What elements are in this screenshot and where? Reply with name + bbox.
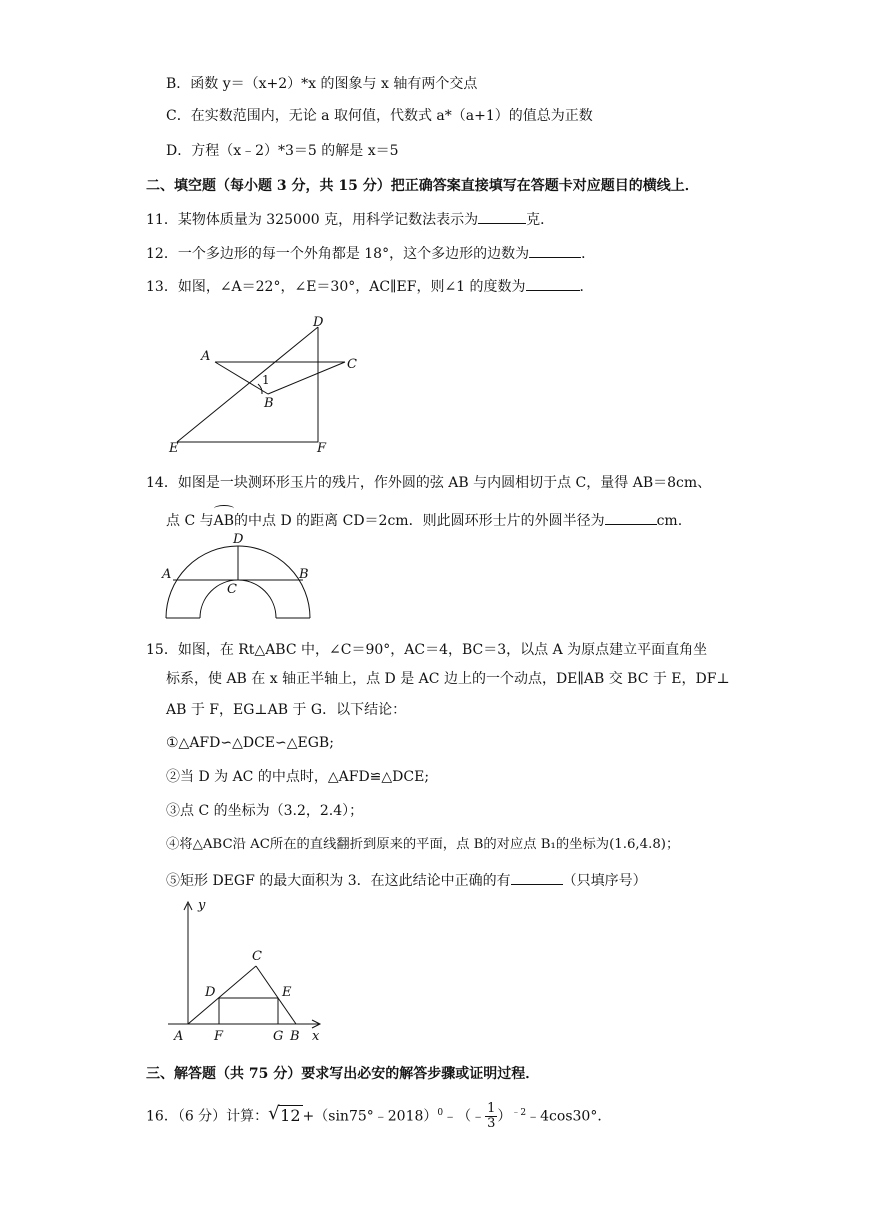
q16-frac-den: 3 [487,1116,496,1132]
fig13-label-e: E [169,441,179,454]
fig15-side-ac [188,966,256,1024]
fig15-label-y: y [198,898,206,913]
q15-conclusion-5 [166,870,647,891]
q16-term-neg: ﹣（﹣ [443,1108,486,1125]
question-15-line1: 15．如图，在 Rt△ABC 中，∠C＝90°，AC＝4，BC＝3，以点 A 为原点建立平面直角坐 [146,642,708,658]
q15-conclusion-2: ②当 D 为 AC 的中点时，△AFD≌△DCE; [166,769,430,785]
question-13 [146,276,594,297]
q15-answer-blank[interactable] [511,870,563,885]
q16-term-sin: +（sin75°﹣2018） [302,1108,438,1125]
fig14-label-b: B [299,567,309,582]
q14-unit: cm. [656,513,683,529]
q14-text-b: 的中点 D 的距离 CD＝2cm．则此圆环形士片的外圆半径为 [234,513,605,529]
fig15-label-x: x [312,1029,320,1044]
q10-option-c: C．在实数范围内，无论 a 取何值，代数式 a*（a+1）的值总为正数 [166,108,593,124]
fig14-label-c: C [227,582,237,597]
question-11 [146,209,554,230]
arc-mark-icon [214,505,234,512]
q15-conclusion-3: ③点 C 的坐标为（3.2，2.4）； [166,803,364,819]
q16-term-cos: ﹣4cos30°． [526,1108,612,1125]
q15-conclusion-1: ①△AFD∽△DCE∽△EGB; [166,735,334,751]
q13-answer-blank[interactable] [526,276,580,291]
q13-text: 13．如图，∠A＝22°，∠E＝30°，AC∥EF，则∠1 的度数为 [146,279,526,295]
figure-15 [160,896,332,1046]
q16-close-paren: ） [497,1108,512,1125]
figure-13 [165,312,365,454]
fig13-label-c: C [347,357,357,372]
fig13-label-angle1: 1 [262,373,270,387]
q16-text: 16．（6 分）计算： [146,1108,269,1125]
q10-option-b: B．函数 y＝（x+2）*x 的图象与 x 轴有两个交点 [166,76,478,92]
fig13-label-d: D [313,315,324,330]
q11-text: 11．某物体质量为 325000 克，用科学记数法表示为 [146,212,479,228]
fig13-label-f: F [317,441,327,454]
fig13-line-ed [177,327,318,442]
fig14-inner-arc [200,580,276,618]
fig15-rectangle-degf [219,998,278,1024]
fig13-label-b: B [264,396,274,411]
fig15-label-a: A [174,1029,184,1044]
q11-unit: 克． [526,212,555,228]
fig15-label-e: E [282,985,292,1000]
fig15-label-d: D [205,985,216,1000]
q12-text: 12．一个多边形的每一个外角都是 18°，这个多边形的边数为 [146,246,530,262]
q15-c5-text: ⑤矩形 DEGF 的最大面积为 3．在这此结论中正确的有 [166,873,511,889]
q16-frac-num: 1 [487,1101,496,1117]
figure-14 [160,528,320,620]
question-15-line3: AB 于 F，EG⊥AB 于 G．以下结论： [166,702,407,718]
section3-header: 三、解答题（共 75 分）要求写出必安的解答步骤或证明过程． [146,1066,540,1082]
fig15-label-b: B [290,1029,300,1044]
q16-radicand: 12 [280,1105,301,1125]
fig13-label-a: A [201,349,211,364]
fig15-label-f: F [214,1029,224,1044]
q12-answer-blank[interactable] [529,243,581,258]
q14-answer-blank[interactable] [605,510,657,525]
question-15-line2: 标系，使 AB 在 x 轴正半轴上，点 D 是 AC 边上的一个动点，DE∥AB 交 BC 于 E，DF⊥ [166,671,730,687]
section2-header: 二、填空题（每小题 3 分，共 15 分）把正确答案直接填写在答题卡对应题目的横线上． [146,178,699,194]
question-14-line1: 14．如图是一块测环形玉片的残片，作外圆的弦 AB 与内圆相切于点 C，量得 AB＝8cm、 [146,475,712,491]
q16-exp-zero: 0 [437,1108,444,1118]
fig15-label-g: G [273,1029,284,1044]
question-12 [146,243,595,264]
q16-sqrt [268,1101,302,1132]
fig15-label-c: C [252,949,262,964]
fig14-label-a: A [162,567,172,582]
q15-conclusion-4: ④将△ABC沿 AC所在的直线翻折到原来的平面，点 B的对应点 B₁的坐标为(1.6,4.8)； [166,837,680,852]
q12-end: ． [581,246,596,262]
fig14-label-d: D [233,532,244,547]
question-16 [146,1098,611,1132]
q16-exp-neg2: ﹣2 [511,1108,527,1118]
q10-option-d: D．方程（x﹣2）*3＝5 的解是 x＝5 [166,143,399,159]
fig13-line-bc [268,362,345,394]
q14-text-a: 点 C 与 [166,513,214,529]
q14-arc-label: AB [213,513,235,529]
q13-end: ． [579,279,594,295]
q16-fraction [485,1102,497,1131]
sqrt-icon: √ [268,1102,280,1124]
q15-c5-note: （只填序号） [562,873,647,889]
q11-answer-blank[interactable] [478,209,526,224]
